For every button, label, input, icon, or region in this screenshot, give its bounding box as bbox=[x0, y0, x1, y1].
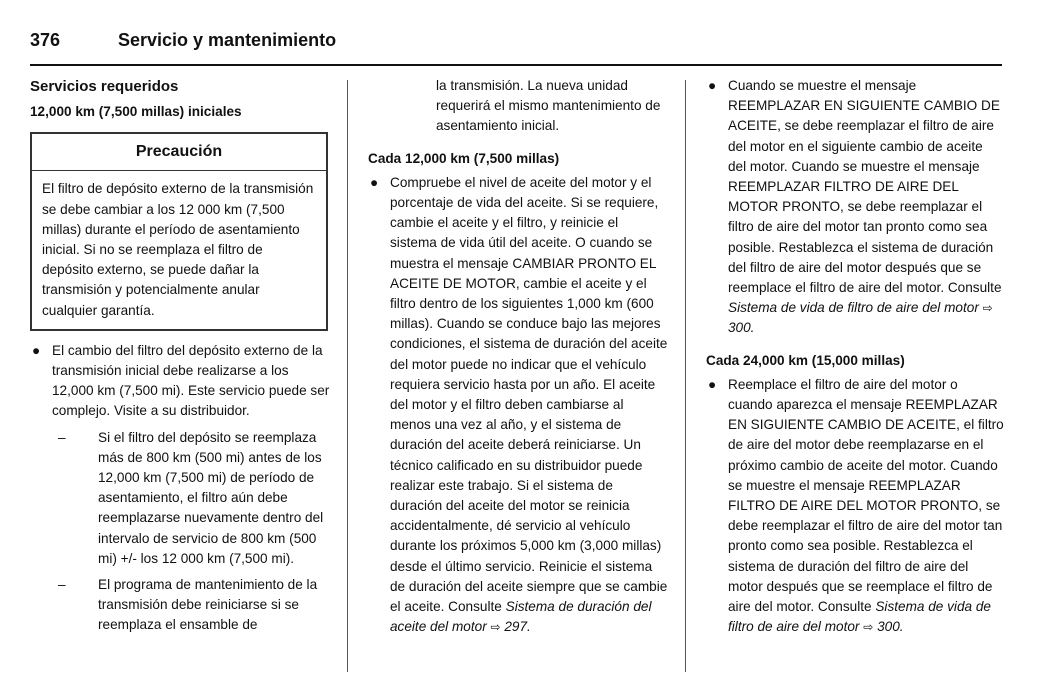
list-item bbox=[368, 173, 668, 638]
bullet-text: Reemplace el filtro de aire del motor o cuando aparezca el mensaje REEMPLAZAR EN SIGUIENTE CAMBIO DE ACEITE, el filtro de aire del motor debe reemplazarse en el próximo cambio de aceite del motor. Cuando se muestre el mensaje REEMPLAZAR FILTRO DE AIRE DEL MOTOR PRONTO, se debe reemplazar el filtro de aire del motor tan pronto como sea posible. Restablezca el sistema de duración del filtro de aire del motor después que se reemplace el filtro de aire del motor. Consulte bbox=[728, 376, 1004, 615]
caution-title: Precaución bbox=[32, 134, 326, 171]
bullet-text: Cuando se muestre el mensaje REEMPLAZAR EN SIGUIENTE CAMBIO DE ACEITE, se debe reemplazar el filtro de aire del motor en el siguiente cambio de aceite del motor. Cuando se muestre el mensaje REEMPLAZAR FILTRO DE AIRE DEL MOTOR PRONTO, se debe reemplazar el filtro de aire del motor tan pronto como sea posible. Restablezca el sistema de duración del filtro de aire del motor después que se reemplace el filtro de aire del motor. Consulte bbox=[728, 78, 1002, 296]
bullet-text: El cambio del filtro del depósito externo de la transmisión inicial debe realizarse a los 12,000 km (7,500 mi). Este servicio puede ser complejo. Visite a su distribuidor. bbox=[52, 342, 330, 419]
bullet-icon: ● bbox=[708, 376, 717, 392]
column-divider-2 bbox=[685, 80, 686, 672]
interval-heading: Cada 24,000 km (15,000 millas) bbox=[706, 352, 905, 368]
page-number: 376 bbox=[30, 30, 61, 50]
caution-box bbox=[30, 132, 328, 331]
reference-page[interactable]: 300. bbox=[877, 619, 904, 635]
interval-heading: Cada 12,000 km (7,500 millas) bbox=[368, 150, 560, 166]
dash-icon: – bbox=[58, 577, 66, 593]
sub-item-text: Si el filtro del depósito se reemplaza más de 800 km (500 mi) antes de los 12,000 km (7,500 mi) de período de asentamiento, el filtro aún debe reemplazarse nuevamente dentro del intervalo de servicio de 800 km (500 mi) +/- los 12 000 km (7,500 mi). bbox=[98, 429, 324, 566]
column-2 bbox=[368, 76, 668, 637]
reference-link[interactable]: Sistema de vida de filtro de aire del motor bbox=[728, 599, 991, 635]
sub-item-text: El programa de mantenimiento de la transmisión debe reiniciarse si se reemplaza el ensamble de bbox=[98, 577, 318, 633]
section-subtitle: 12,000 km (7,500 millas) iniciales bbox=[30, 104, 242, 119]
reference-link[interactable]: Sistema de vida de filtro de aire del motor bbox=[728, 300, 979, 316]
reference-page[interactable]: 300. bbox=[728, 320, 755, 336]
arrow-icon: ⇨ bbox=[863, 620, 874, 635]
list-item bbox=[706, 375, 1004, 638]
bullet-text: Compruebe el nivel de aceite del motor y el porcentaje de vida del aceite. Si se requiere, cambie el aceite y el filtro, y reinicie el sistema de vida útil del aceite. O cuando se muestra el mensaje CAMBIAR PRONTO EL ACEITE DE MOTOR, cambie el aceite y el filtro dentro de los siguientes 1,000 km (600 millas). Cuando se conduce bajo las mejores condiciones, el sistema de duración del aceite del motor puede no indicar que el vehículo requiera servicio hasta por un año. El aceite del motor y el filtro deben cambiarse al menos una vez al año, y el sistema de duración del aceite deberá reiniciarse. Un técnico calificado en su distribuidor puede realizar este trabajo. Si el sistema de duración del aceite del motor se reinicia accidentalmente, dé servicio al vehículo durante los próximos 5,000 km (3,000 millas) desde el último servicio. Reinicie el sistema de duración del aceite siempre que se cambie el aceite. Consulte bbox=[390, 174, 668, 615]
reference-link[interactable]: Sistema de duración del aceite del motor bbox=[390, 599, 652, 635]
column-3 bbox=[706, 76, 1004, 637]
bullet-icon: ● bbox=[32, 342, 41, 358]
page-title: Servicio y mantenimiento bbox=[118, 30, 337, 50]
bullet-icon: ● bbox=[708, 78, 717, 93]
sub-list-item bbox=[30, 428, 330, 569]
list-item bbox=[30, 341, 330, 422]
caution-text: El filtro de depósito externo de la transmisión se debe cambiar a los 12 000 km (7,500 millas) durante el período de asentamiento inicial. Si no se reemplaza el filtro de depósito externo, se puede dañar la transmisión y potencialmente anular cualquier garantía. bbox=[42, 181, 314, 318]
bullet-icon: ● bbox=[370, 174, 379, 190]
section-title: Servicios requeridos bbox=[30, 78, 179, 95]
list-item bbox=[706, 76, 1004, 339]
page-header bbox=[30, 30, 1002, 66]
sub-list-item bbox=[30, 575, 330, 636]
arrow-icon: ⇨ bbox=[982, 301, 993, 316]
column-1 bbox=[30, 76, 330, 636]
continued-text: la transmisión. La nueva unidad requerirá el mismo mantenimiento de asentamiento inicial. bbox=[436, 78, 661, 134]
arrow-icon: ⇨ bbox=[490, 620, 501, 635]
dash-icon: – bbox=[58, 429, 66, 445]
reference-page[interactable]: 297. bbox=[504, 619, 531, 635]
column-divider-1 bbox=[347, 80, 348, 672]
